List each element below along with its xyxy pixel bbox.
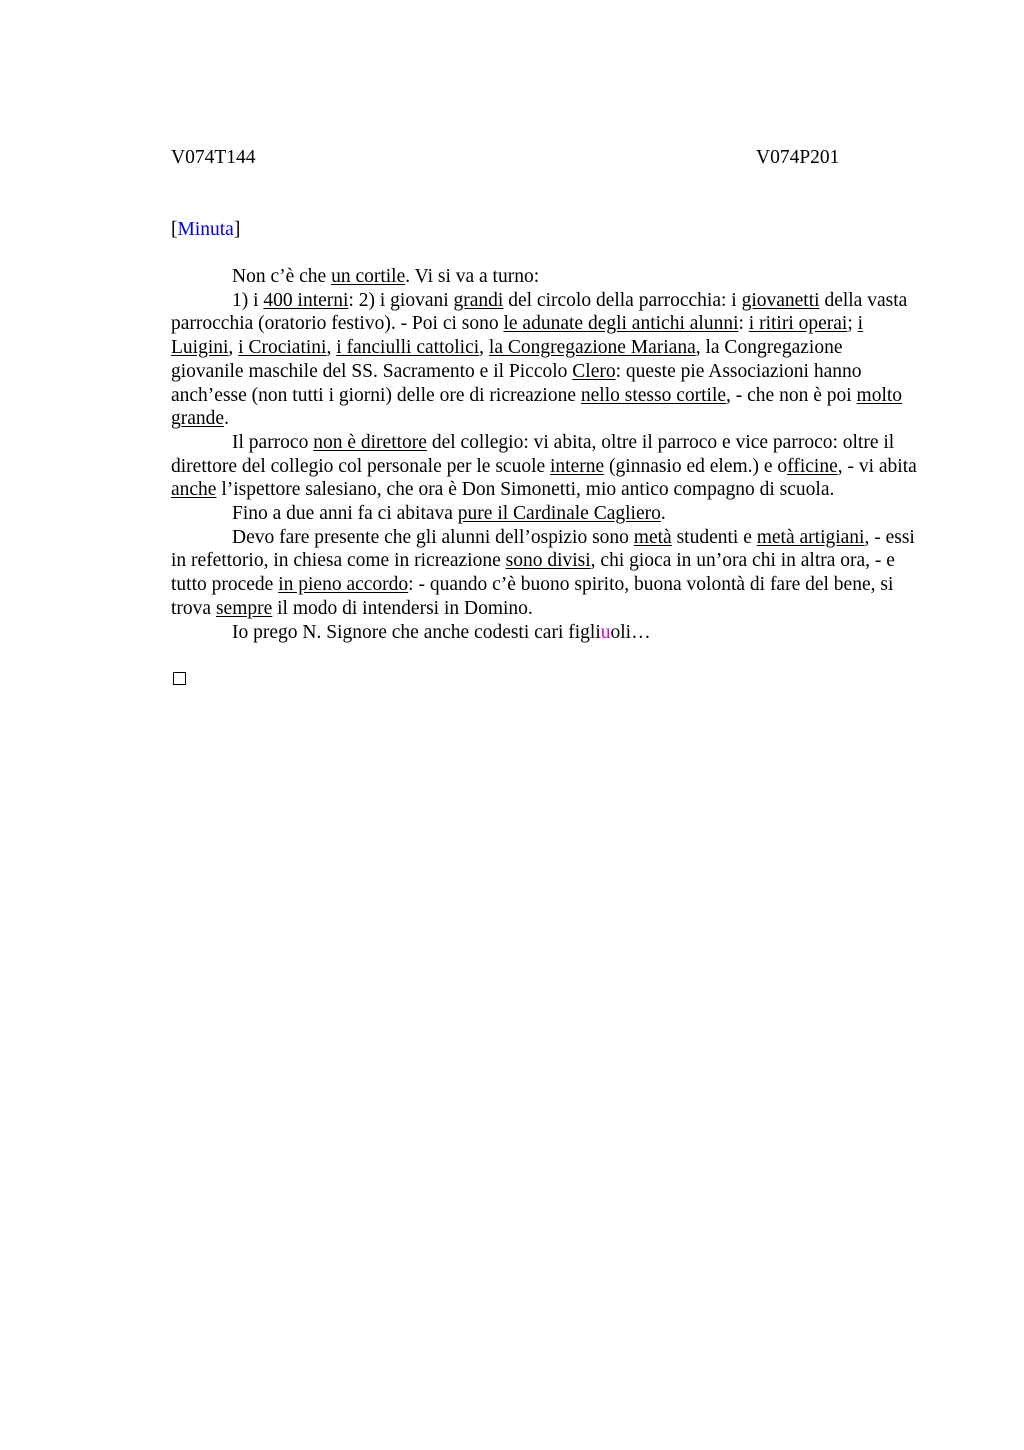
underlined-text: i ritiri operai: [748, 313, 848, 335]
minuta-text: Minuta: [177, 219, 234, 240]
underlined-text: le adunate degli antichi alunni: [503, 313, 739, 335]
underlined-text: anche: [171, 479, 217, 501]
underlined-text: metà artigiani: [756, 526, 865, 548]
minuta-label: [171, 218, 240, 242]
underlined-text: sempre: [215, 597, 273, 619]
underlined-text: in pieno accordo: [278, 574, 409, 596]
text-run: , - vi abita: [837, 455, 917, 477]
underlined-text: pure il Cardinale Cagliero: [457, 503, 661, 525]
underlined-text: 400 interni: [263, 289, 349, 311]
text-run: 1) i: [232, 289, 264, 311]
text-run: ,: [228, 337, 239, 359]
letter-body: [171, 265, 919, 644]
underlined-text: nello stesso cortile: [580, 384, 727, 406]
paragraph-4: [171, 502, 919, 526]
paragraph-6: [171, 621, 919, 645]
underlined-text: fficine: [787, 455, 838, 477]
text-run: , - essi in refettorio, in chiesa come in ricreazione: [171, 526, 915, 572]
text-run: :: [738, 313, 749, 335]
underlined-text: i fanciulli cattolici: [336, 337, 480, 359]
text-run: Il parroco: [232, 431, 314, 453]
paragraph-2: [171, 289, 919, 431]
text-run: studenti e: [671, 526, 757, 548]
text-run: il modo di intendersi in Domino.: [272, 597, 533, 619]
text-run: ;: [847, 313, 858, 335]
close-bracket: ]: [233, 219, 241, 240]
text-run: . Vi si va a turno:: [405, 266, 540, 287]
text-run: ,: [326, 337, 337, 359]
text-run: oli…: [610, 621, 651, 643]
underlined-text: un cortile: [331, 266, 406, 287]
text-run: : 2) i giovani: [348, 289, 454, 311]
underlined-text: giovanetti: [741, 289, 820, 311]
paragraph-5: [171, 526, 919, 621]
page-code-right: V074P201: [756, 147, 840, 168]
highlighted-letter: u: [600, 621, 611, 643]
text-run: Fino a due anni fa ci abitava: [232, 503, 458, 525]
underlined-text: interne: [550, 455, 605, 477]
text-run: .: [224, 408, 229, 430]
text-run: , - che non è poi: [726, 384, 857, 406]
underlined-text: molto grande: [171, 384, 903, 430]
text-run: Devo fare presente che gli alunni dell’ospizio sono: [232, 526, 634, 548]
underlined-text: grandi: [453, 289, 504, 311]
text-run: : queste pie Associazioni hanno anch’esse (non tutti i giorni) delle ore di ricreazione: [171, 360, 862, 406]
underlined-text: non è direttore: [313, 431, 427, 453]
text-run: , chi gioca in un’ora chi in altra ora, - e tutto procede: [171, 550, 895, 596]
text-run: .: [660, 503, 666, 525]
text-run: , la Congregazione giovanile maschile del SS. Sacramento e il Piccolo: [171, 337, 843, 382]
checkbox-square-icon: [173, 672, 186, 685]
underlined-text: i Luigini: [171, 313, 864, 359]
underlined-text: la Congregazione Mariana: [488, 337, 696, 359]
open-bracket: [: [171, 219, 178, 240]
underlined-text: metà: [633, 526, 672, 548]
text-run: del circolo della parrocchia: i: [503, 289, 742, 311]
document-code-left: V074T144: [171, 147, 256, 168]
text-run: l’ispettore salesiano, che ora è Don Simonetti, mio antico compagno di scuola.: [216, 479, 835, 501]
text-run: della vasta parrocchia (oratorio festivo). - Poi ci sono: [171, 289, 908, 335]
text-run: del collegio: vi abita, oltre il parroco e vice parroco: oltre il direttore del collegio col personale per le scuole: [171, 431, 895, 477]
underlined-text: sono divisi: [505, 550, 591, 572]
text-run: Io prego N. Signore che anche codesti cari figli: [232, 621, 601, 643]
paragraph-3: [171, 431, 919, 502]
text-run: Non c’è che: [232, 266, 332, 287]
paragraph-1: [171, 265, 919, 289]
text-run: : - quando c’è buono spirito, buona volontà di fare del bene, si trova: [171, 574, 894, 619]
underlined-text: i Crociatini: [238, 337, 327, 359]
text-run: (ginnasio ed elem.) e o: [604, 455, 788, 477]
text-run: ,: [479, 337, 489, 359]
underlined-text: Clero: [572, 360, 616, 382]
